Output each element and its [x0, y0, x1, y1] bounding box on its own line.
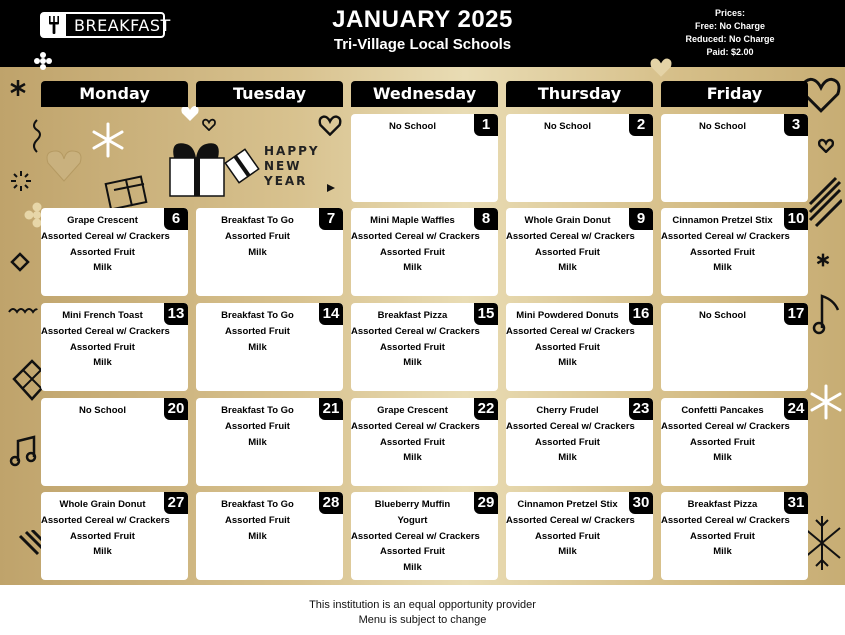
menu-item: Milk: [403, 452, 422, 464]
day-number: 23: [629, 398, 653, 420]
menu-item: Assorted Cereal w/ Crackers: [506, 230, 635, 242]
day-header-tuesday: Tuesday: [196, 81, 343, 107]
menu-item: Cinnamon Pretzel Stix: [517, 499, 618, 510]
menu-item: Milk: [713, 262, 732, 274]
day-number: 9: [629, 208, 653, 230]
menu-item: Breakfast Pizza: [377, 310, 448, 321]
price-free: Free: No Charge: [694, 21, 765, 31]
menu-item: Breakfast To Go: [221, 310, 294, 321]
page-subtitle: Tri-Village Local Schools: [333, 36, 512, 53]
day-number: 16: [629, 303, 653, 325]
menu-item: Grape Crescent: [67, 215, 138, 226]
brand-label: BREAKFAST: [74, 16, 171, 35]
day-number: 15: [474, 303, 498, 325]
day-number: 30: [629, 492, 653, 514]
menu-item: Assorted Fruit: [380, 436, 445, 448]
menu-items: [351, 308, 480, 371]
menu-items: [506, 308, 635, 371]
menu-item: Assorted Fruit: [535, 530, 600, 542]
day-cell: [506, 303, 653, 391]
menu-items: [661, 497, 790, 560]
menu-items: [351, 213, 480, 276]
menu-item: Assorted Cereal w/ Crackers: [661, 514, 790, 526]
menu-item: Milk: [713, 546, 732, 558]
menu-item: Milk: [558, 546, 577, 558]
menu-items: [506, 497, 635, 560]
menu-item: Assorted Cereal w/ Crackers: [41, 230, 170, 242]
day-cell: [351, 114, 498, 202]
menu-item: Assorted Cereal w/ Crackers: [506, 420, 635, 432]
menu-item: Assorted Cereal w/ Crackers: [351, 230, 480, 242]
menu-item: Assorted Fruit: [380, 246, 445, 258]
menu-item: Assorted Cereal w/ Crackers: [506, 325, 635, 337]
menu-item: Assorted Cereal w/ Crackers: [41, 514, 170, 526]
heart-icon: [44, 145, 84, 185]
day-cell: [506, 492, 653, 580]
menu-item: Milk: [558, 357, 577, 369]
menu-item: Grape Crescent: [377, 405, 448, 416]
menu-items: [661, 213, 790, 276]
price-reduced: Reduced: No Charge: [685, 34, 775, 44]
menu-item: Milk: [93, 546, 112, 558]
day-cell: [351, 398, 498, 486]
day-cell: [351, 492, 498, 580]
menu-item: Milk: [248, 341, 267, 353]
menu-item: Assorted Fruit: [225, 325, 290, 337]
menu-items: [661, 308, 784, 324]
price-heading: Prices:: [714, 8, 746, 18]
menu-item: Breakfast To Go: [221, 499, 294, 510]
menu-item: Assorted Fruit: [225, 514, 290, 526]
menu-item: Assorted Cereal w/ Crackers: [661, 420, 790, 432]
new-year-word-2: NEW: [264, 159, 302, 173]
day-cell: [41, 208, 188, 296]
day-number: 7: [319, 208, 343, 230]
menu-item: Blueberry Muffin: [374, 499, 451, 510]
menu-item: No School: [389, 121, 436, 132]
menu-items: [41, 403, 164, 419]
menu-items: [196, 403, 319, 450]
menu-item: Confetti Pancakes: [681, 405, 764, 416]
flower-icon: [34, 52, 52, 70]
day-number: 2: [629, 114, 653, 136]
menu-item: Mini French Toast: [62, 310, 143, 321]
day-cell: [196, 398, 343, 486]
menu-item: Assorted Cereal w/ Crackers: [351, 325, 480, 337]
day-header-wednesday: Wednesday: [351, 81, 498, 107]
menu-item: No School: [699, 310, 746, 321]
footer-notice: This institution is an equal opportunity provider: [309, 599, 536, 611]
day-number: 31: [784, 492, 808, 514]
day-cell: [506, 114, 653, 202]
menu-item: Milk: [248, 530, 267, 542]
music-note-icon: [8, 435, 38, 469]
menu-item: Assorted Fruit: [70, 530, 135, 542]
day-number: 28: [319, 492, 343, 514]
day-number: 17: [784, 303, 808, 325]
day-number: 27: [164, 492, 188, 514]
day-number: 13: [164, 303, 188, 325]
menu-item: Assorted Fruit: [225, 420, 290, 432]
menu-items: [351, 497, 480, 576]
price-list: [675, 7, 785, 59]
menu-item: Breakfast To Go: [221, 215, 294, 226]
heart-icon-right: [648, 56, 674, 78]
day-cell: [506, 208, 653, 296]
sparkle-icon: [10, 170, 32, 192]
menu-item: Milk: [248, 436, 267, 448]
day-number: 10: [784, 208, 808, 230]
menu-item: Milk: [248, 246, 267, 258]
day-number: 24: [784, 398, 808, 420]
day-number: 3: [784, 114, 808, 136]
menu-item: Assorted Cereal w/ Crackers: [41, 325, 170, 337]
menu-item: Milk: [403, 262, 422, 274]
menu-items: [661, 403, 790, 466]
menu-item: Milk: [93, 357, 112, 369]
day-cell: [41, 398, 188, 486]
menu-item: Assorted Fruit: [70, 246, 135, 258]
heart-outline-icon-2: [318, 114, 342, 136]
footer-disclaimer: Menu is subject to change: [358, 614, 487, 626]
gift-outline-icon: [104, 170, 154, 210]
day-header-monday: Monday: [41, 81, 188, 107]
menu-item: Breakfast To Go: [221, 405, 294, 416]
day-cell: [351, 303, 498, 391]
menu-item: Milk: [403, 357, 422, 369]
day-number: 22: [474, 398, 498, 420]
menu-items: [41, 308, 170, 371]
menu-item: Assorted Fruit: [225, 230, 290, 242]
menu-items: [351, 119, 474, 135]
menu-item: Assorted Fruit: [380, 546, 445, 558]
menu-item: Whole Grain Donut: [524, 215, 611, 226]
menu-item: Assorted Fruit: [535, 341, 600, 353]
day-number: 8: [474, 208, 498, 230]
menu-item: Assorted Fruit: [535, 436, 600, 448]
menu-item: No School: [544, 121, 591, 132]
day-number: 20: [164, 398, 188, 420]
menu-item: Milk: [713, 452, 732, 464]
menu-item: Assorted Fruit: [535, 246, 600, 258]
day-number: 14: [319, 303, 343, 325]
music-note-icon-right: [812, 292, 842, 336]
new-year-word-1: HAPPY: [264, 144, 320, 158]
menu-item: Assorted Fruit: [380, 341, 445, 353]
day-cell: [661, 492, 808, 580]
menu-item: Mini Powdered Donuts: [516, 310, 619, 321]
menu-item: Milk: [93, 262, 112, 274]
asterisk-icon-right: [815, 252, 831, 268]
menu-item: Milk: [558, 262, 577, 274]
menu-item: Assorted Cereal w/ Crackers: [661, 230, 790, 242]
day-number: 29: [474, 492, 498, 514]
page-title: JANUARY 2025: [332, 6, 513, 33]
day-header-thursday: Thursday: [506, 81, 653, 107]
menu-item: Yogurt: [397, 514, 428, 526]
snowflake-icon-right: [808, 384, 844, 420]
snowflake-icon: [90, 122, 126, 158]
day-cell: [41, 303, 188, 391]
day-cell: [661, 303, 808, 391]
menu-item: Assorted Fruit: [70, 341, 135, 353]
day-number: 1: [474, 114, 498, 136]
menu-items: [196, 497, 319, 544]
day-cell: [196, 208, 343, 296]
page-footer: [0, 585, 845, 635]
day-cell: [196, 492, 343, 580]
day-cell: [506, 398, 653, 486]
day-cell: [351, 208, 498, 296]
new-year-word-3: YEAR: [264, 174, 308, 188]
stripes-icon-right: [806, 176, 842, 228]
menu-item: Assorted Cereal w/ Crackers: [351, 420, 480, 432]
day-cell: [661, 398, 808, 486]
diamond-icon: [10, 252, 30, 272]
menu-item: Cherry Frudel: [536, 405, 599, 416]
menu-item: Assorted Fruit: [690, 436, 755, 448]
menu-item: Assorted Fruit: [690, 246, 755, 258]
page-header: [0, 0, 845, 67]
menu-item: No School: [79, 405, 126, 416]
menu-items: [196, 308, 319, 355]
day-number: 6: [164, 208, 188, 230]
menu-items: [661, 119, 784, 135]
menu-item: Cinnamon Pretzel Stix: [672, 215, 773, 226]
menu-item: Assorted Cereal w/ Crackers: [351, 530, 480, 542]
menu-item: Milk: [403, 562, 422, 574]
menu-items: [506, 213, 635, 276]
day-cell: [196, 303, 343, 391]
menu-item: Mini Maple Waffles: [370, 215, 455, 226]
menu-item: No School: [699, 121, 746, 132]
day-cell: [41, 492, 188, 580]
menu-items: [506, 403, 635, 466]
gift-box-icon: [168, 136, 263, 198]
menu-item: Assorted Fruit: [690, 530, 755, 542]
day-number: 21: [319, 398, 343, 420]
happy-new-year-text: [264, 144, 320, 189]
menu-item: Breakfast Pizza: [687, 499, 758, 510]
day-cell: [661, 114, 808, 202]
price-paid: Paid: $2.00: [706, 47, 754, 57]
menu-item: Assorted Cereal w/ Crackers: [506, 514, 635, 526]
triangle-icon: [326, 183, 336, 193]
wave-icon: [8, 304, 38, 316]
menu-items: [41, 497, 170, 560]
menu-items: [196, 213, 319, 260]
asterisk-icon: [8, 78, 28, 98]
menu-item: Milk: [558, 452, 577, 464]
menu-items: [506, 119, 629, 135]
squiggle-icon: [30, 118, 44, 154]
day-header-friday: Friday: [661, 81, 808, 107]
menu-item: Whole Grain Donut: [59, 499, 146, 510]
menu-items: [351, 403, 480, 466]
heart-outline-icon: [202, 118, 216, 131]
menu-items: [41, 213, 170, 276]
day-cell: [661, 208, 808, 296]
heart-outline-small-right: [818, 138, 834, 153]
